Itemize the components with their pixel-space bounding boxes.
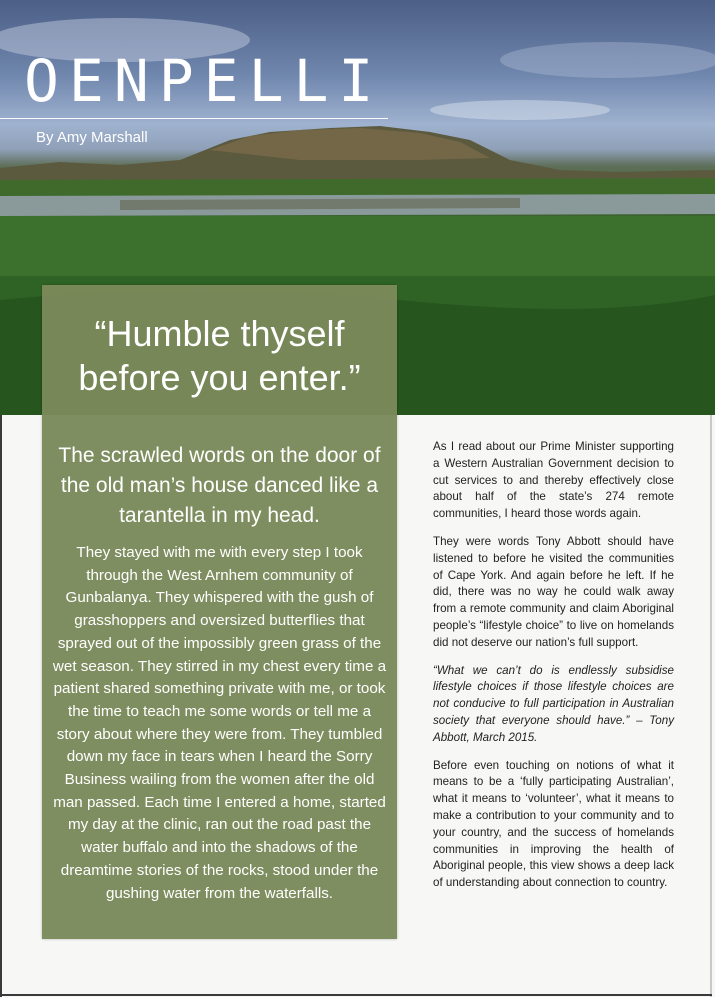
left-body-paragraph: They stayed with me with every step I took through the West Arnhem community of Gunbalanya. They whispered with the gush of grasshoppers and oversized butterflies that sprayed out of the impossibly green grass of the wet season. They stirred in my chest every time a patient shared something private with me, or took the time to teach me some words or tell me a story about where they were from. They tumbled down my face in tears when I heard the Sorry Business wailing from the women after the old man passed. Each time I entered a home, started my day at the clinic, ran out the road past the water buffalo and into the shadows of the dreamtime stories of the rocks, stood under the gushing water from the waterfalls. <box>52 544 387 902</box>
right-paragraph-2: They were words Tony Abbott should have listened to before he visited the communities of Cape York. And again before he left. If he did, there was no way he could walk away from a remote community and claim Aboriginal people’s “lifestyle choice” to live on homelands did not deserve our nation’s full support. <box>433 534 674 649</box>
page-bottom-border <box>0 994 712 996</box>
author-byline: By Amy Marshall <box>36 129 148 146</box>
right-column <box>433 439 674 903</box>
right-paragraph-1: As I read about our Prime Minister supporting a Western Australian Government decision to cut services to and thereby effectively close about half of the state’s 274 remote communities, I heard those words again. <box>433 440 674 521</box>
pull-quote-line-1: “Humble thyself <box>94 313 345 354</box>
title-underline <box>0 118 388 119</box>
abbott-quote: “What we can’t do is endlessly subsidise lifestyle choices if those lifestyle choices are not conducive to full participation in Australian society that everyone should have.” – Tony Abbott, March 2015. <box>433 663 674 744</box>
lead-paragraph: The scrawled words on the door of the old man’s house danced like a tarantella in my head. <box>58 444 381 527</box>
right-paragraph-4: Before even touching on notions of what it means to be a ‘fully participating Australian’, what it means to ‘volunteer’, what it means to make a contribution to your community and to your country, and the success of homelands communities in improving the health of Aboriginal people, this view shows a deep lack of understanding about connection to country. <box>433 758 674 890</box>
page-right-edge <box>710 415 712 997</box>
pull-quote-line-2: before you enter.” <box>78 357 361 398</box>
pull-quote <box>42 312 397 400</box>
page-left-border <box>0 415 2 997</box>
article-title: OENPELLI <box>24 47 384 115</box>
